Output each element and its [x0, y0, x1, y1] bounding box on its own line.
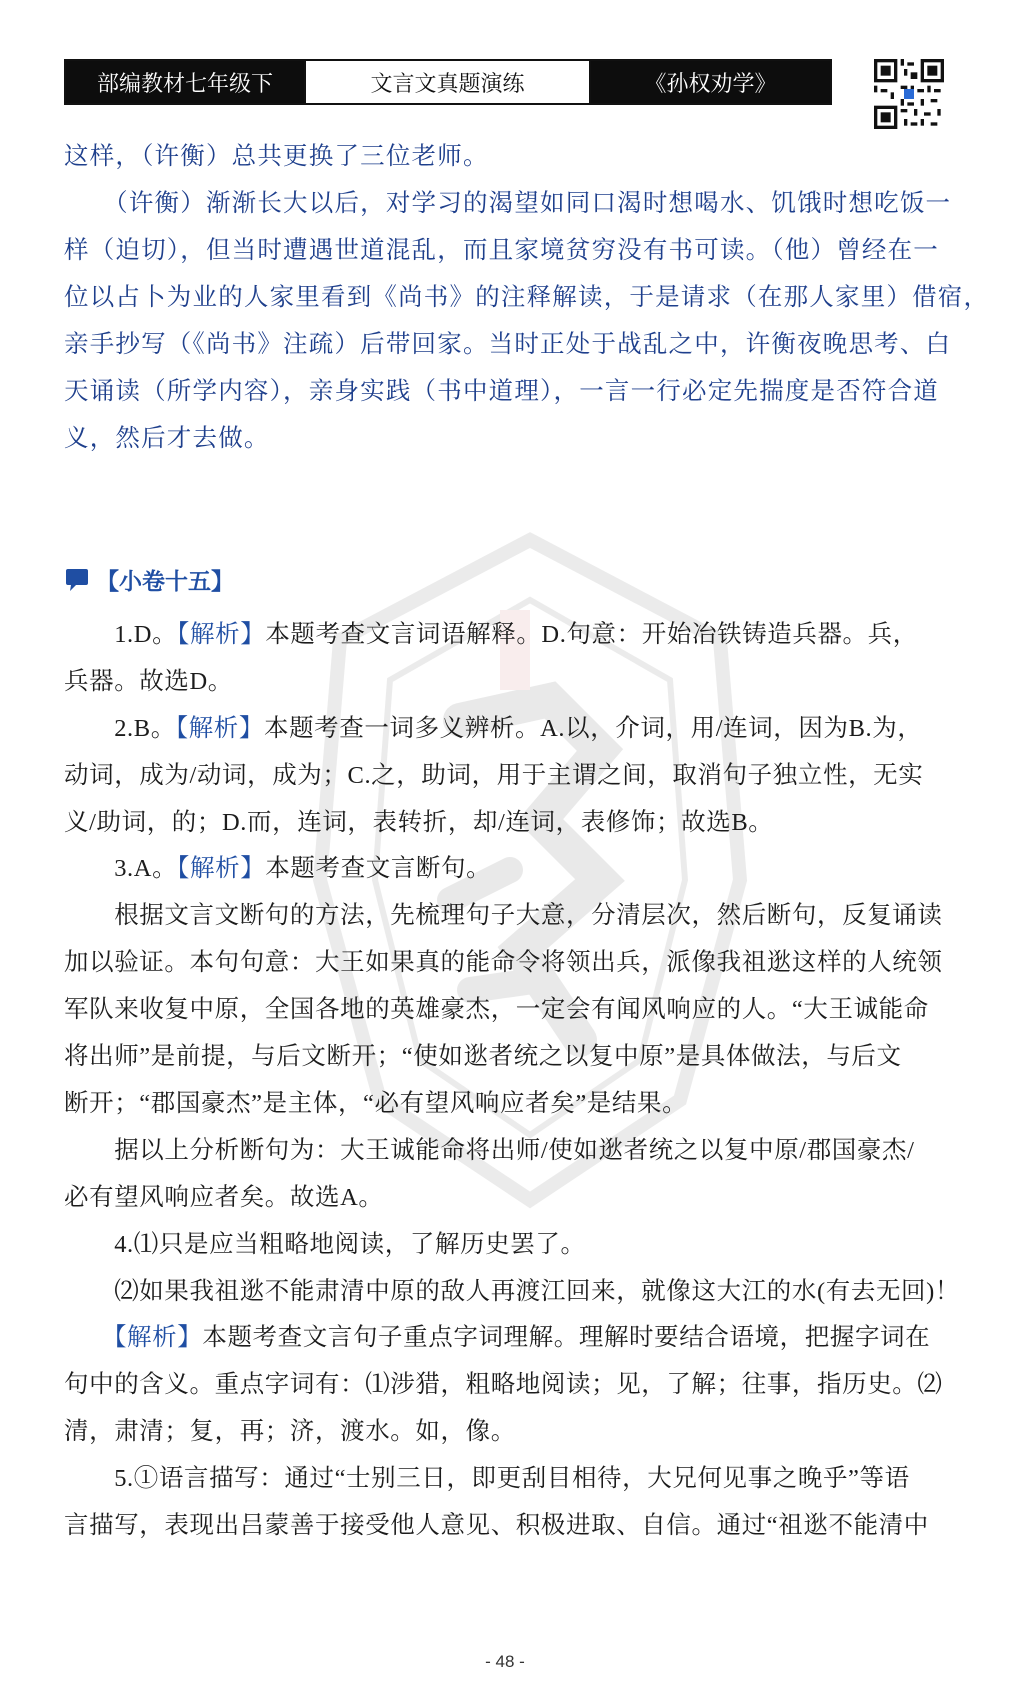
answer-line: [64, 709, 922, 744]
answer-line: [64, 615, 918, 650]
answer-line: [64, 1178, 384, 1213]
answer-text: 断开；“郡国豪杰”是主体，“必有望风响应者矣”是结果。: [64, 1089, 688, 1117]
answer-line: [64, 1506, 929, 1541]
answer-text: 动词，成为/动词，成为；C.之，助词，用于主谓之间，取消句子独立性，无实: [64, 761, 924, 789]
answer-line: [64, 1225, 586, 1260]
answer-line: [64, 1318, 930, 1353]
answer-text: 3.A。: [64, 855, 178, 883]
answer-text: 军队来收复中原，全国各地的英雄豪杰，一定会有闻风响应的人。“大王诚能命: [64, 996, 929, 1024]
header-bar: [64, 59, 832, 105]
header-grade: 部编教材七年级下: [66, 61, 304, 103]
answer-text: 加以验证。本句句意：大王如果真的能命令将领出兵，派像我祖逖这样的人统领: [64, 949, 943, 977]
analysis-tag: 【解析】: [114, 1324, 203, 1352]
translation-line: 亲手抄写（《尚书》注疏）后带回家。当时正处于战乱之中，许衡夜晚思考、白: [64, 329, 952, 358]
answer-line: [64, 1412, 516, 1447]
answer-text: 清，肃清；复，再；济，渡水。如，像。: [64, 1418, 516, 1446]
answer-text: 本题考查文言断句。: [265, 855, 492, 883]
answer-line: [64, 896, 943, 931]
translation-line: 这样，（许衡）总共更换了三位老师。: [64, 141, 489, 170]
answer-line: [64, 1459, 910, 1494]
section-heading: [64, 563, 234, 596]
answer-line: [64, 662, 233, 697]
answer-text: 必有望风响应者矣。故选A。: [64, 1183, 384, 1211]
answer-text: 2.B。: [64, 714, 176, 742]
analysis-tag: 【解析】: [177, 620, 266, 648]
header-category: 文言文真题演练: [304, 61, 591, 103]
translation-line: 样（迫切），但当时遭遇世道混乱，而且家境贫穷没有书可读。（他）曾经在一: [64, 235, 939, 264]
answer-line: [64, 943, 943, 978]
answer-line: [64, 756, 923, 791]
answer-line: [64, 1131, 915, 1166]
section-title: 【小卷十五】: [96, 569, 234, 595]
answer-text: [64, 1324, 114, 1351]
qr-code-icon: [874, 59, 944, 129]
answer-text: 本题考查文言句子重点字词理解。理解时要结合语境，把握字词在: [202, 1324, 931, 1352]
answer-line: [64, 803, 773, 838]
translation-line: 天诵读（所学内容），亲身实践（书中道理），一言一行必定先揣度是否符合道: [64, 376, 939, 405]
answer-text: 5.①语言描写：通过“士别三日，即更刮目相待，大兄何见事之晚乎”等语: [64, 1465, 910, 1493]
answer-text: 据以上分析断句为：大王诚能命将出师/使如逖者统之以复中原/郡国豪杰/: [64, 1136, 915, 1164]
answer-text: 根据文言文断句的方法，先梳理句子大意，分清层次，然后断句，反复诵读: [64, 902, 943, 930]
answer-line: [64, 1365, 943, 1400]
translation-line: 义，然后才去做。: [64, 423, 270, 452]
answer-line: [64, 1084, 687, 1119]
answer-text: 4.⑴只是应当粗略地阅读，了解历史罢了。: [64, 1230, 586, 1258]
answer-text: 句中的含义。重点字词有：⑴涉猎，粗略地阅读；见，了解；往事，指历史。⑵: [64, 1371, 943, 1399]
answer-text: 言描写，表现出吕蒙善于接受他人意见、积极进取、自信。通过“祖逖不能清中: [64, 1512, 929, 1539]
answer-text: 本题考查文言词语解释。D.句意：开始冶铁铸造兵器。兵，: [265, 620, 918, 648]
answer-line: [64, 990, 929, 1025]
answer-text: 本题考查一词多义辨析。A.以，介词，用/连词，因为B.为，: [263, 714, 923, 742]
answer-line: [64, 849, 491, 884]
translation-line: 位以占卜为业的人家里看到《尚书》的注释解读，于是请求（在那人家里）借宿，: [64, 282, 990, 311]
header-lesson: 《孙权劝学》: [591, 61, 830, 103]
translation-line: （许衡）渐渐长大以后，对学习的渴望如同口渴时想喝水、饥饿时想吃饭一: [64, 188, 952, 217]
page-number: - 48 -: [485, 1652, 525, 1671]
answer-text: 义/助词，的；D.而，连词，表转折，却/连词，表修饰；故选B。: [64, 808, 774, 836]
answer-text: 1.D。: [64, 620, 178, 648]
answer-text: 兵器。故选D。: [64, 667, 233, 695]
answer-text: ⑵如果我祖逖不能肃清中原的敌人再渡江回来，就像这大江的水(有去无回)！: [64, 1277, 961, 1305]
analysis-tag: 【解析】: [177, 855, 266, 883]
answer-line: [64, 1037, 902, 1072]
answer-text: 将出师”是前提，与后文断开；“使如逖者统之以复中原”是具体做法，与后文: [64, 1043, 902, 1070]
speech-bubble-icon: [64, 568, 90, 592]
analysis-tag: 【解析】: [175, 714, 264, 742]
answer-line: [64, 1272, 960, 1307]
